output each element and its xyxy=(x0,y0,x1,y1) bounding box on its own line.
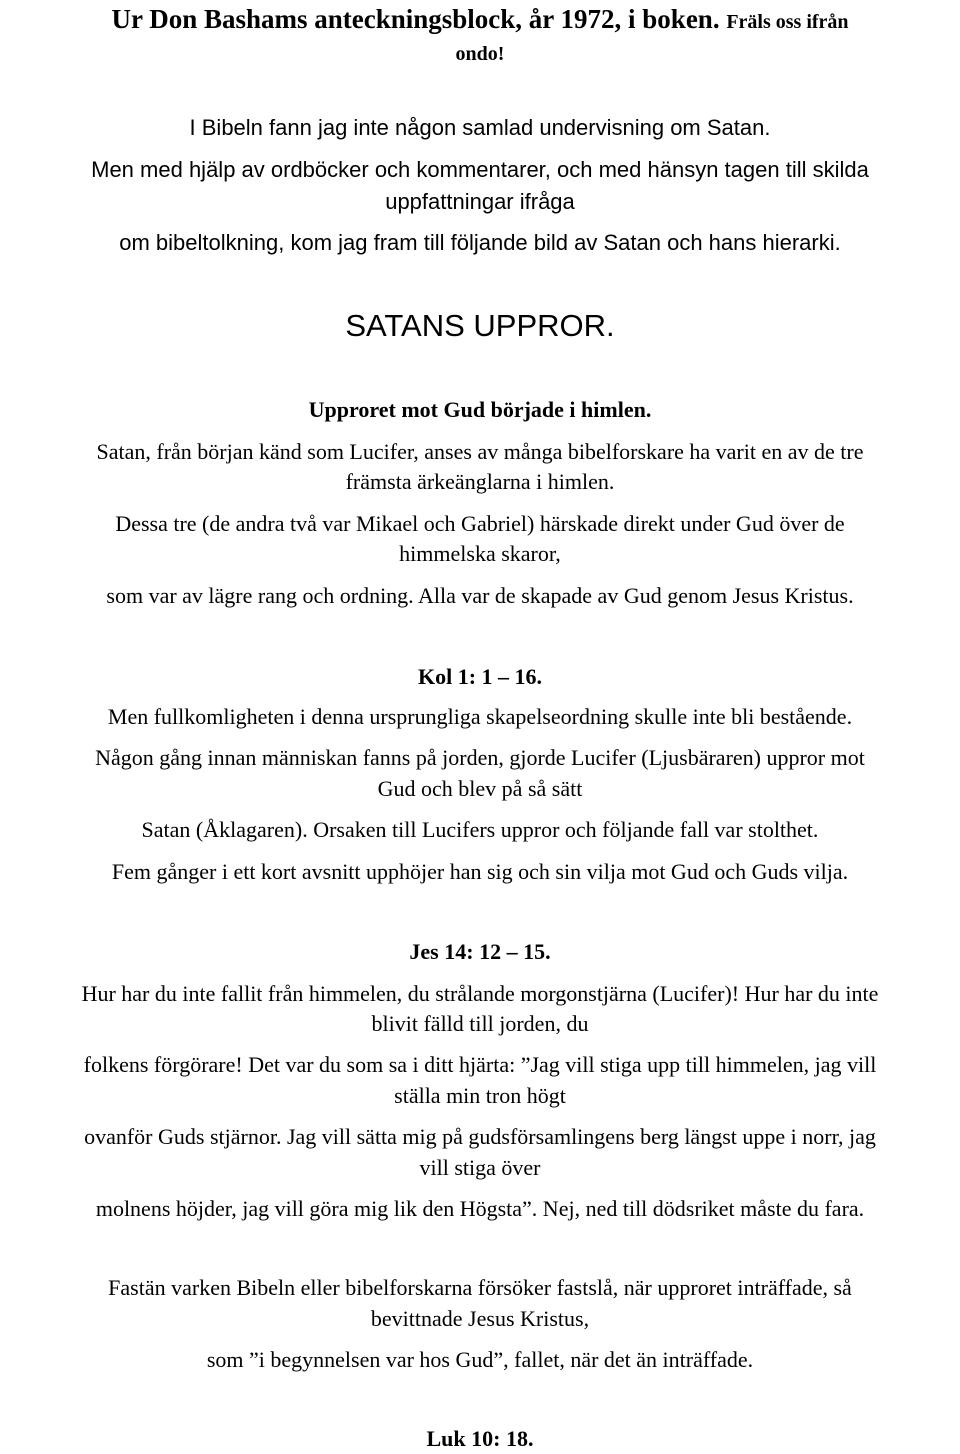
title-main: Ur Don Bashams anteckningsblock, år 1972, i boken. xyxy=(111,4,720,34)
section-heading: SATANS UPPROR. xyxy=(345,308,615,343)
paragraph-line: blivit fälld till jorden, du xyxy=(371,1011,589,1036)
paragraph-line: Någon gång innan människan fanns på jorden, gjorde Lucifer (Ljusbäraren) uppror mot xyxy=(95,745,865,770)
document-title-continued xyxy=(0,34,960,71)
paragraph-line: Dessa tre (de andra två var Mikael och Gabriel) härskade direkt under Gud över de xyxy=(115,511,845,536)
paragraph-line: vill stiga över xyxy=(419,1155,541,1180)
scripture-reference: Luk 10: 18. xyxy=(426,1426,534,1451)
paragraph-line: Fem gånger i ett kort avsnitt upphöjer han sig och sin vilja mot Gud och Guds vilja. xyxy=(111,859,849,884)
paragraph-line: ovanför Guds stjärnor. Jag vill sätta mig på gudsförsamlingens berg längst uppe i norr, jag xyxy=(84,1124,876,1149)
section-subheading: Upproret mot Gud började i himlen. xyxy=(308,397,652,422)
intro-line: I Bibeln fann jag inte någon samlad undervisning om Satan. xyxy=(189,115,771,140)
paragraph-line: Satan (Åklagaren). Orsaken till Lucifers uppror och följande fall var stolthet. xyxy=(141,817,819,842)
intro-line: uppfattningar ifråga xyxy=(385,189,575,214)
paragraph-line: Fastän varken Bibeln eller bibelforskarna försöker fastslå, när upproret inträffade, så xyxy=(108,1275,852,1300)
paragraph-line: folkens förgörare! Det var du som sa i ditt hjärta: ”Jag vill stiga upp till himmelen, jag vill xyxy=(83,1052,877,1077)
paragraph-line: bevittnade Jesus Kristus, xyxy=(370,1306,590,1331)
paragraph-line: som var av lägre rang och ordning. Alla var de skapade av Gud genom Jesus Kristus. xyxy=(106,583,854,608)
paragraph-line: som ”i begynnelsen var hos Gud”, fallet, när det än inträffade. xyxy=(206,1347,754,1372)
paragraph-line: Hur har du inte fallit från himmelen, du strålande morgonstjärna (Lucifer)! Hur har du inte xyxy=(81,981,879,1006)
paragraph-line: Satan, från början känd som Lucifer, anses av många bibelforskare ha varit en av de tre xyxy=(96,439,864,464)
paragraph-line: Men fullkomligheten i denna ursprungliga skapelseordning skulle inte bli bestående. xyxy=(107,704,853,729)
intro-line: Men med hjälp av ordböcker och kommentarer, och med hänsyn tagen till skilda xyxy=(91,157,869,182)
scripture-reference: Jes 14: 12 – 15. xyxy=(409,939,551,964)
title-small-2: ondo! xyxy=(455,43,505,65)
intro-line: om bibeltolkning, kom jag fram till följande bild av Satan och hans hierarki. xyxy=(119,230,841,255)
paragraph-line: ställa min tron högt xyxy=(394,1083,566,1108)
paragraph-line: Gud och blev på så sätt xyxy=(377,776,583,801)
paragraph-line: främsta ärkeänglarna i himlen. xyxy=(345,469,615,494)
title-small-1: Fräls oss ifrån xyxy=(726,11,849,33)
scripture-reference: Kol 1: 1 – 16. xyxy=(417,664,543,689)
paragraph-line: molnens höjder, jag vill göra mig lik den Högsta”. Nej, ned till dödsriket måste du fara. xyxy=(95,1196,865,1221)
paragraph-line: himmelska skaror, xyxy=(399,541,561,566)
